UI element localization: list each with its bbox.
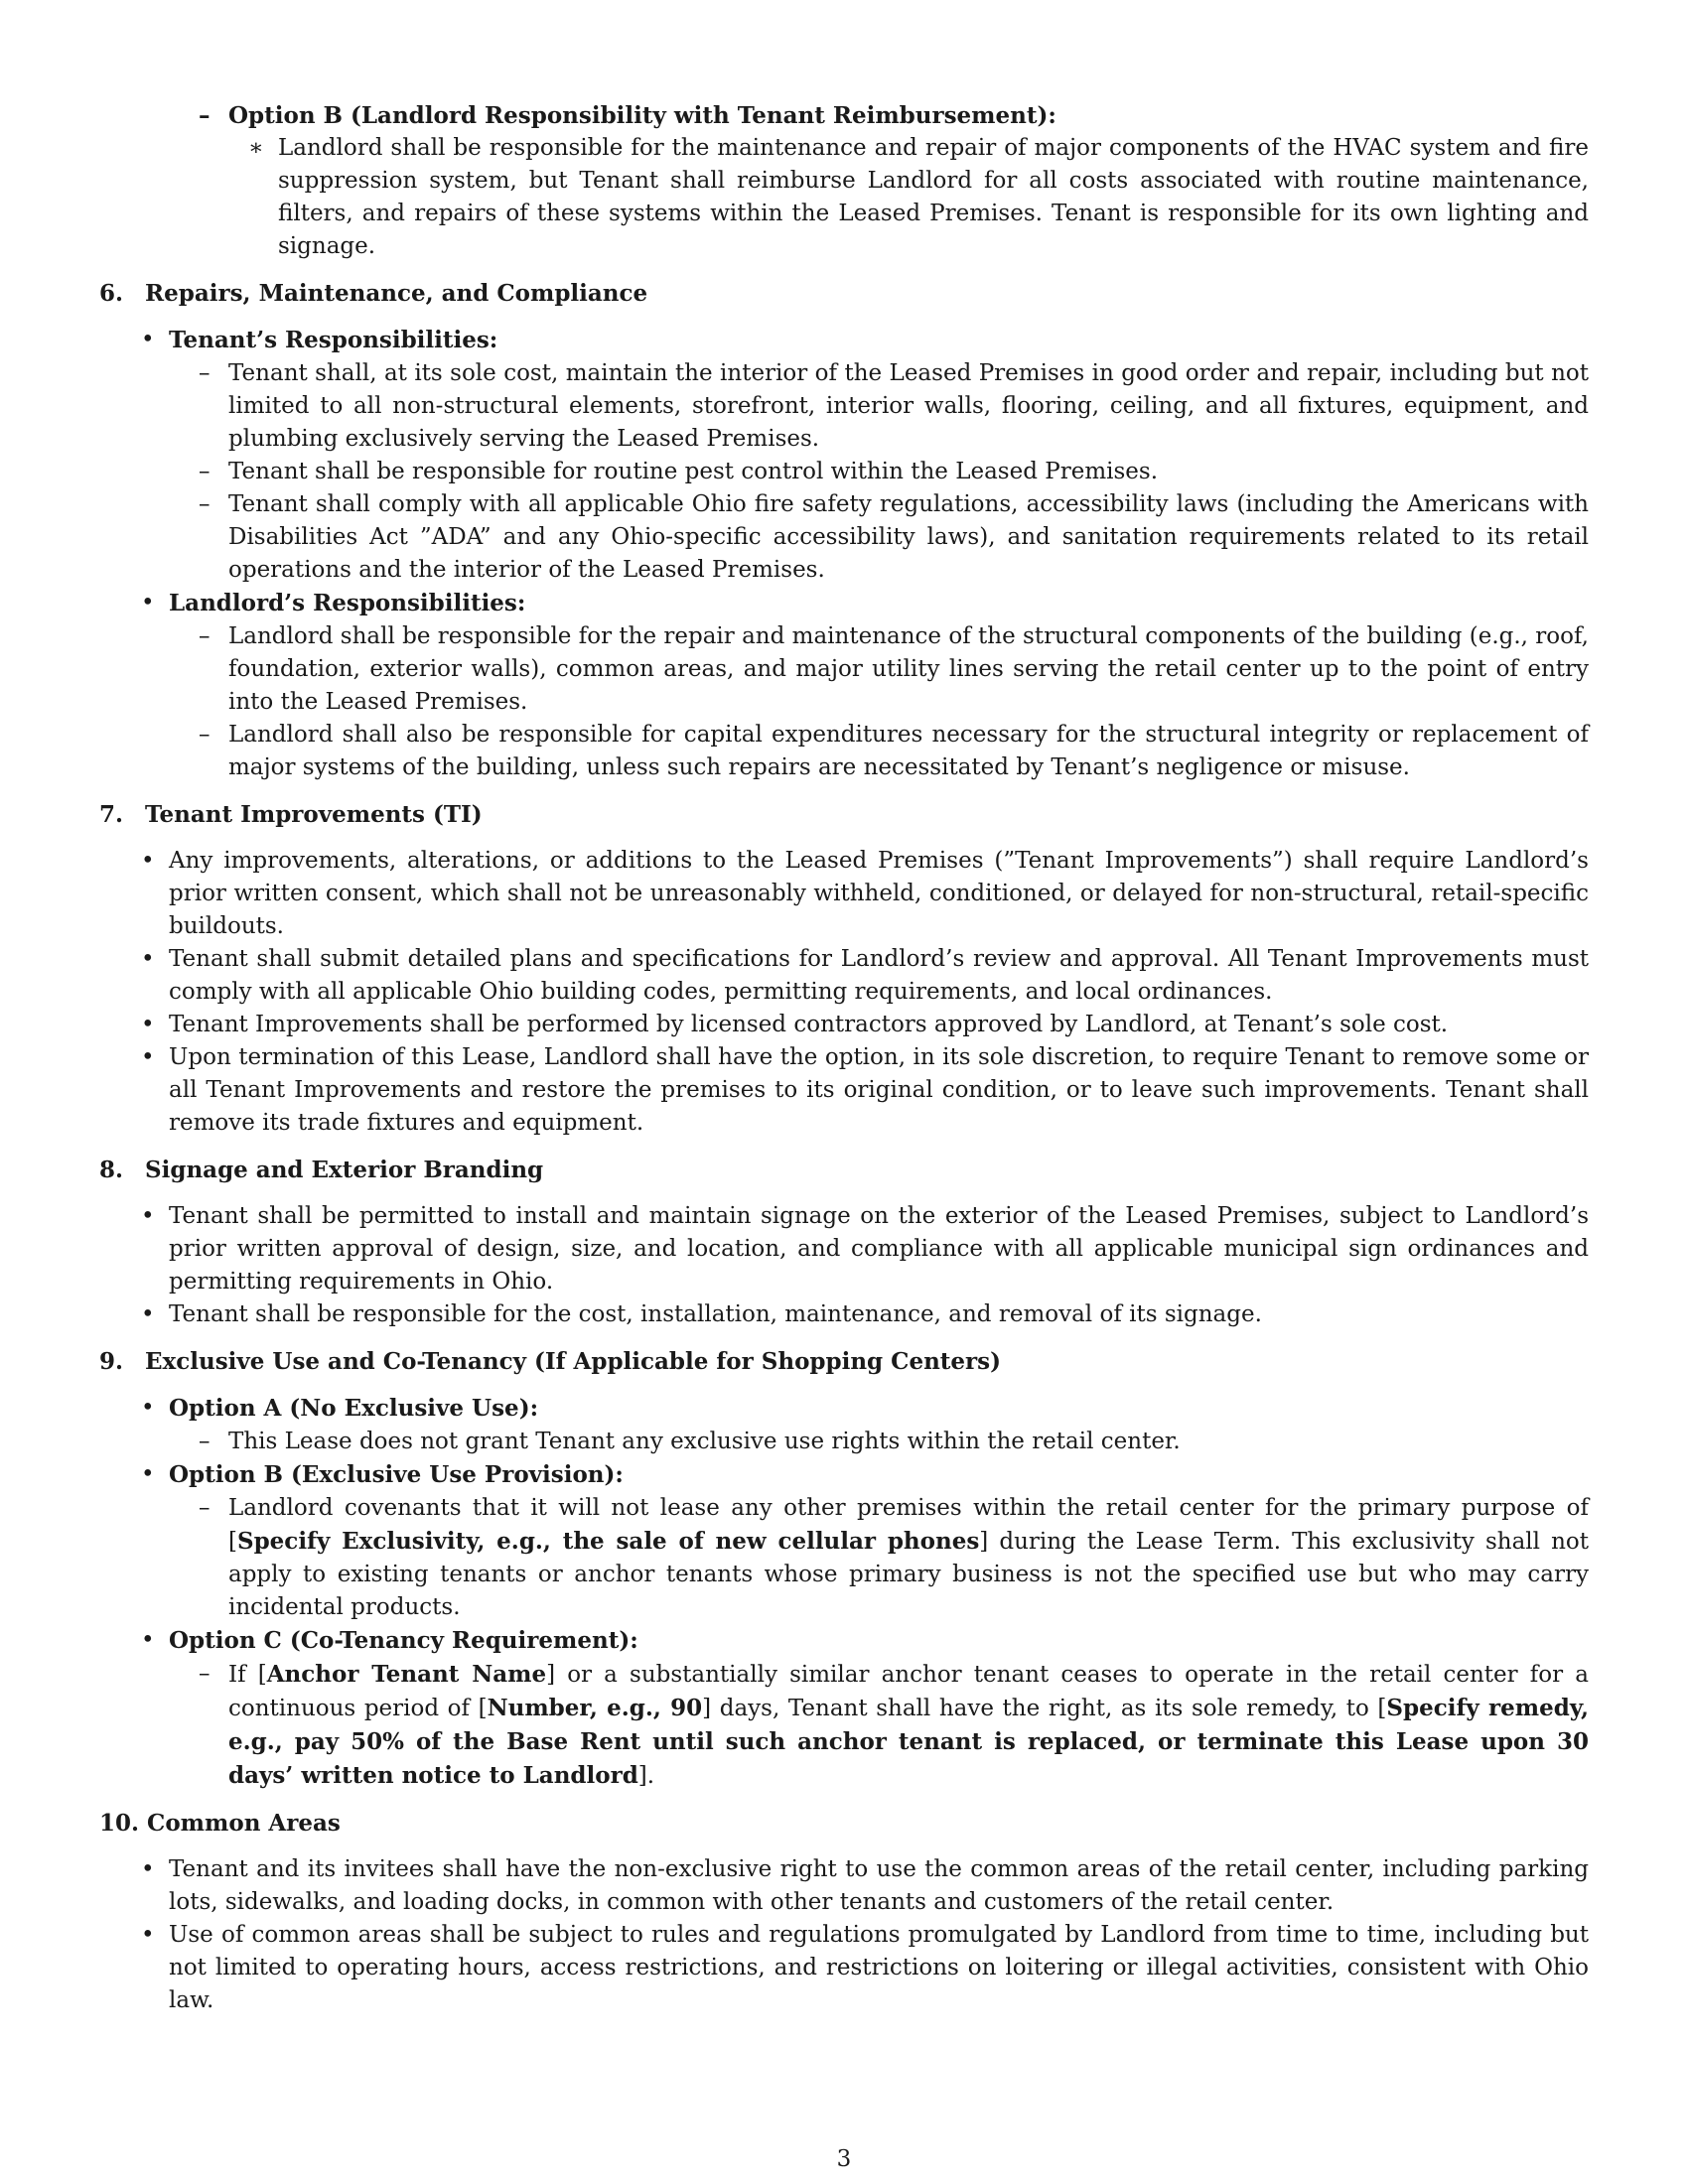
list-item: • Tenant shall be responsible for the cost, installation, maintenance, and removal of its signage.: [169, 1298, 1589, 1331]
text-run: ] during the Lease Term. This exclusivity shall not apply to existing tenants or anchor tenants whose primary business is not the specified use but who may carry incidental products.: [228, 1529, 1590, 1620]
section-10-list: [169, 1853, 1589, 2017]
section-8-list: [169, 1200, 1589, 1331]
page-content: [99, 99, 1589, 2017]
list-item: [228, 1492, 1589, 1624]
section-10-heading: [99, 1807, 1589, 1840]
page-number: 3: [836, 2146, 852, 2172]
list-item: • Upon termination of this Lease, Landlord shall have the option, in its sole discretion, to require Tenant to remove some or all Tenant Improvements and restore the premises to its original condition, or to leave such improvements. Tenant shall remove its trade fixtures and equipment.: [169, 1041, 1589, 1140]
section-8: [99, 1154, 1589, 1331]
section-number: 8.: [99, 1157, 124, 1183]
list-item: – Tenant shall be responsible for routine pest control within the Leased Premises.: [228, 456, 1589, 488]
option-b-list: [228, 1492, 1589, 1624]
section-7: [99, 798, 1589, 1140]
option-a: [169, 1392, 1589, 1458]
placeholder-number: Number, e.g., 90: [487, 1695, 703, 1721]
section-title: Tenant Improvements (TI): [145, 801, 483, 828]
text-run: Landlord covenants that it will not lease any other premises within the retail center for the primary purpose of [: [228, 1495, 1589, 1555]
section-title: Signage and Exterior Branding: [145, 1157, 544, 1183]
landlord-responsibilities-list: [228, 620, 1589, 784]
option-b-title: – Option B (Landlord Responsibility with Tenant Reimbursement):: [228, 99, 1589, 132]
list-item: – Tenant shall, at its sole cost, maintain the interior of the Leased Premises in good order and repair, including but not limited to all non-structural elements, storefront, interior walls, flooring, ceiling, and all fixtures, equipment, and plumbing exclusively serving the Leased Premises.: [228, 357, 1589, 456]
tenant-responsibilities: [169, 324, 1589, 587]
list-item: [228, 1658, 1589, 1793]
list-item: • Tenant shall be permitted to install and maintain signage on the exterior of the Leased Premises, subject to Landlord’s prior written approval of design, size, and location, and compliance with all applicable municipal sign ordinances and permitting requirements in Ohio.: [169, 1200, 1589, 1298]
text-run: ] or a substantially similar anchor tenant ceases to operate in the retail center for a continuous period of [: [228, 1662, 1589, 1721]
list-item: – Tenant shall comply with all applicable Ohio fire safety regulations, accessibility laws (including the Americans with Disabilities Act ”ADA” and any Ohio-specific accessibility laws), and sanitation requirements related to its retail operations and the interior of the Leased Premises.: [228, 488, 1589, 587]
section-number: 7.: [99, 801, 124, 828]
list-item: • Any improvements, alterations, or additions to the Leased Premises (”Tenant Improvements”) shall require Landlord’s prior written consent, which shall not be unreasonably withheld, conditioned, or delayed for non-structural, retail-specific buildouts.: [169, 845, 1589, 943]
landlord-responsibilities-label: Landlord’s Responsibilities:: [169, 590, 526, 616]
placeholder-anchor-tenant: Anchor Tenant Name: [266, 1661, 547, 1688]
text-run: ] days, Tenant shall have the right, as its sole remedy, to [: [702, 1696, 1387, 1721]
text-run: ].: [637, 1763, 655, 1789]
list-item: • Tenant shall submit detailed plans and specifications for Landlord’s review and approval. All Tenant Improvements must comply with all applicable Ohio building codes, permitting requirements, and local ordinances.: [169, 943, 1589, 1009]
option-b-landlord-reimbursement: [228, 99, 1589, 263]
list-item: – This Lease does not grant Tenant any exclusive use rights within the retail center.: [228, 1426, 1589, 1458]
section-number: 9.: [99, 1348, 124, 1375]
option-c-list: [228, 1658, 1589, 1793]
list-item: • Tenant Improvements shall be performed by licensed contractors approved by Landlord, at Tenant’s sole cost.: [169, 1009, 1589, 1041]
section-number: 6.: [99, 280, 124, 307]
placeholder-remedy: Specify remedy, e.g., pay 50% of the Base Rent until such anchor tenant is replaced, or terminate this Lease upon 30 days’ written notice to Landlord: [228, 1695, 1589, 1789]
option-a-label: Option A (No Exclusive Use):: [169, 1395, 539, 1422]
option-b-label: Option B (Exclusive Use Provision):: [169, 1461, 624, 1488]
option-c-label: Option C (Co-Tenancy Requirement):: [169, 1627, 638, 1654]
section-title: Exclusive Use and Co-Tenancy (If Applicable for Shopping Centers): [145, 1348, 1001, 1375]
option-b: [169, 1458, 1589, 1624]
text-run: If [: [228, 1662, 267, 1688]
section-7-heading: [99, 798, 1589, 831]
section-10: [99, 1807, 1589, 2017]
section-title: Repairs, Maintenance, and Compliance: [145, 280, 648, 307]
section-9-heading: [99, 1345, 1589, 1378]
tenant-responsibilities-list: [228, 357, 1589, 587]
list-item: – Landlord shall also be responsible for capital expenditures necessary for the structural integrity or replacement of major systems of the building, unless such repairs are necessitated by Tenant’s negligence or misuse.: [228, 719, 1589, 784]
section-7-list: [169, 845, 1589, 1140]
option-b-text: ∗ Landlord shall be responsible for the maintenance and repair of major components of the HVAC system and fire suppression system, but Tenant shall reimburse Landlord for all costs associated with routine maintenance, filters, and repairs of these systems within the Leased Premises. Tenant is responsible for its own lighting and signage.: [278, 132, 1589, 263]
list-item: – Landlord shall be responsible for the repair and maintenance of the structural components of the building (e.g., roof, foundation, exterior walls), common areas, and major utility lines serving the retail center up to the point of entry into the Leased Premises.: [228, 620, 1589, 719]
section-8-heading: [99, 1154, 1589, 1186]
list-item: • Tenant and its invitees shall have the non-exclusive right to use the common areas of the retail center, including parking lots, sidewalks, and loading docks, in common with other tenants and customers of the retail center.: [169, 1853, 1589, 1919]
landlord-responsibilities: [169, 587, 1589, 784]
tenant-responsibilities-label: Tenant’s Responsibilities:: [169, 327, 498, 353]
section-6-list: [169, 324, 1589, 784]
section-6-heading: [99, 277, 1589, 310]
placeholder-exclusivity: Specify Exclusivity, e.g., the sale of new cellular phones: [236, 1528, 980, 1555]
option-c: [169, 1624, 1589, 1793]
section-title: Common Areas: [147, 1810, 341, 1837]
section-9-list: [169, 1392, 1589, 1793]
section-number: 10.: [99, 1810, 140, 1837]
list-item: • Use of common areas shall be subject to rules and regulations promulgated by Landlord from time to time, including but not limited to operating hours, access restrictions, and restrictions on loitering or illegal activities, consistent with Ohio law.: [169, 1919, 1589, 2017]
section-9: [99, 1345, 1589, 1793]
section-6: [99, 277, 1589, 784]
option-a-list: [228, 1426, 1589, 1458]
